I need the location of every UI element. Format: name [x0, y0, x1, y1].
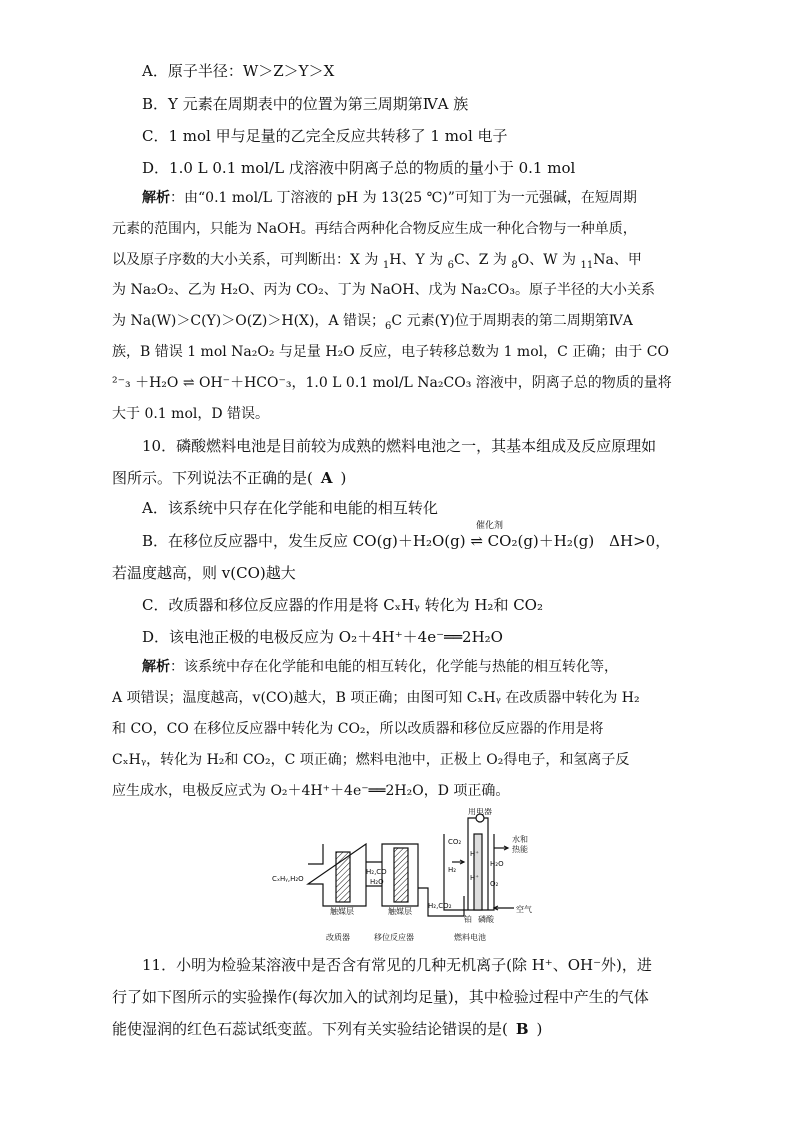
q9-explanation-line-2: 元素的范围内，只能为 NaOH。再结合两种化合物反应生成一种化合物与一种单质，: [112, 221, 637, 237]
water-heat-label-2: 热能: [512, 845, 528, 854]
co2-label: CO₂: [448, 838, 462, 846]
h2co-label: H₂,CO: [366, 868, 387, 876]
q10-explanation-line-1: 解析：该系统中存在化学能和电能的相互转化，化学能与热能的相互转化等，: [142, 659, 618, 675]
q11-answer: B: [515, 1020, 529, 1038]
air-label: 空气: [516, 905, 532, 914]
q9-explanation-line-1: 解析：由“0.1 mol/L 丁溶液的 pH 为 13(25 ℃)”可知丁为一元强碱，在短周期: [142, 190, 637, 206]
q10-option-b-line-2: 若温度越高，则 v(CO)越大: [112, 564, 296, 582]
q11-stem-line-1: 11．小明为检验某溶液中是否含有常见的几种无机离子(除 H⁺、OH⁻外)，进: [142, 956, 652, 974]
q9-explanation-line-7: ²⁻₃ ＋H₂O ⇌ OH⁻＋HCO⁻₃，1.0 L 0.1 mol/L Na₂CO₃ 溶液中，阴离子总的物质的量将: [112, 375, 672, 391]
q9-explanation-line-8: 大于 0.1 mol，D 错误。: [112, 406, 270, 422]
h2o-label: H₂O: [370, 878, 384, 886]
q10-stem-line-1: 10．磷酸燃料电池是目前较为成熟的燃料电池之一，其基本组成及反应原理如: [142, 437, 657, 455]
q10-explanation-line-5: 应生成水，电极反应式为 O₂＋4H⁺＋4e⁻══2H₂O，D 项正确。: [112, 783, 510, 799]
q10-explanation-line-4: CₓHᵧ，转化为 H₂和 CO₂，C 项正确；燃料电池中，正极上 O₂得电子，和氢离子反: [112, 752, 630, 768]
q9-option-a: A．原子半径：W＞Z＞Y＞X: [142, 62, 335, 80]
shift-catalyst-layer: [394, 848, 408, 902]
q10-explanation-line-2: A 项错误；温度越高，v(CO)越大，B 项正确；由图可知 CₓHᵧ 在改质器中转化为 H₂: [112, 690, 640, 706]
fuel-cell-diagram: [268, 808, 568, 950]
hplus-label-1: H⁺: [470, 850, 479, 858]
q9-explanation-line-6: 族，B 错误 1 mol Na₂O₂ 与足量 H₂O 反应，电子转移总数为 1 mol，C 正确；由于 CO: [112, 344, 669, 360]
q9-option-d: D．1.0 L 0.1 mol/L 戊溶液中阴离子总的物质的量小于 0.1 mol: [142, 159, 576, 177]
appliance-label: 用电器: [468, 808, 492, 816]
q9-explanation-line-5: 为 Na(W)＞C(Y)＞O(Z)＞H(X)，A 错误；$_6$C 元素(Y)位于周期表的第二周期第ⅣA: [112, 313, 633, 332]
phosphoric-electrolyte: [474, 834, 482, 910]
reformer-label: 改质器: [326, 933, 350, 942]
h2co2-label: H₂,CO₂: [428, 902, 452, 910]
catalyst-layer-label-2: 触媒层: [388, 907, 412, 916]
platinum-label: 铂: [464, 915, 472, 924]
q9-option-b: B．Y 元素在周期表中的位置为第三周期第ⅣA 族: [142, 95, 469, 113]
shift-reactor-label: 移位反应器: [374, 933, 414, 942]
q9-explanation-line-3: 以及原子序数的大小关系，可判断出：X 为 $_1$H、Y 为 $_6$C、Z 为 $_8$O、W 为 $_{11}$Na、甲: [112, 252, 642, 271]
catalyst-layer-label-1: 触媒层: [330, 907, 354, 916]
explanation-label: 解析: [142, 190, 170, 206]
explanation-label: 解析: [142, 659, 170, 675]
phosphoric-label: 磷酸: [478, 915, 494, 924]
q11-stem-line-3: 能使湿润的红色石蕊试纸变蓝。下列有关实验结论错误的是( B ): [112, 1020, 543, 1038]
q10-option-c: C．改质器和移位反应器的作用是将 CₓHᵧ 转化为 H₂和 CO₂: [142, 596, 543, 614]
catalyst-label: 催化剂: [476, 521, 504, 531]
q10-option-d: D．该电池正极的电极反应为 O₂＋4H⁺＋4e⁻══2H₂O: [142, 628, 503, 646]
q10-explanation-line-3: 和 CO，CO 在移位反应器中转化为 CO₂，所以改质器和移位反应器的作用是将: [112, 721, 604, 737]
hplus-label-2: H⁺: [470, 874, 479, 882]
q10-answer: A: [320, 469, 333, 487]
input-label: CₓHᵧ,H₂O: [272, 875, 304, 883]
h2-label: H₂: [448, 866, 457, 874]
q11-stem-line-2: 行了如下图所示的实验操作(每次加入的试剂均足量)，其中检验过程中产生的气体: [112, 988, 649, 1006]
q9-explanation-line-4: 为 Na₂O₂、乙为 H₂O、丙为 CO₂、丁为 NaOH、戊为 Na₂CO₃。原子半径的大小关系: [112, 282, 655, 298]
h2o-right-label: H₂O: [490, 860, 504, 868]
water-heat-label-1: 水和: [512, 835, 528, 844]
q10-option-a: A．该系统中只存在化学能和电能的相互转化: [142, 499, 438, 517]
q9-option-c: C．1 mol 甲与足量的乙完全反应共转移了 1 mol 电子: [142, 127, 508, 145]
q10-option-b-line-1: B．在移位反应器中，发生反应 CO(g)＋H₂O(g) ⇌ CO₂(g)＋H₂(g) ΔH>0，: [142, 532, 671, 550]
fuel-cell-label: 燃料电池: [454, 933, 486, 942]
reformer-catalyst-layer: [336, 852, 350, 902]
o2-label: O₂: [490, 880, 499, 888]
q10-stem-line-2: 图所示。下列说法不正确的是( A ): [112, 469, 347, 487]
